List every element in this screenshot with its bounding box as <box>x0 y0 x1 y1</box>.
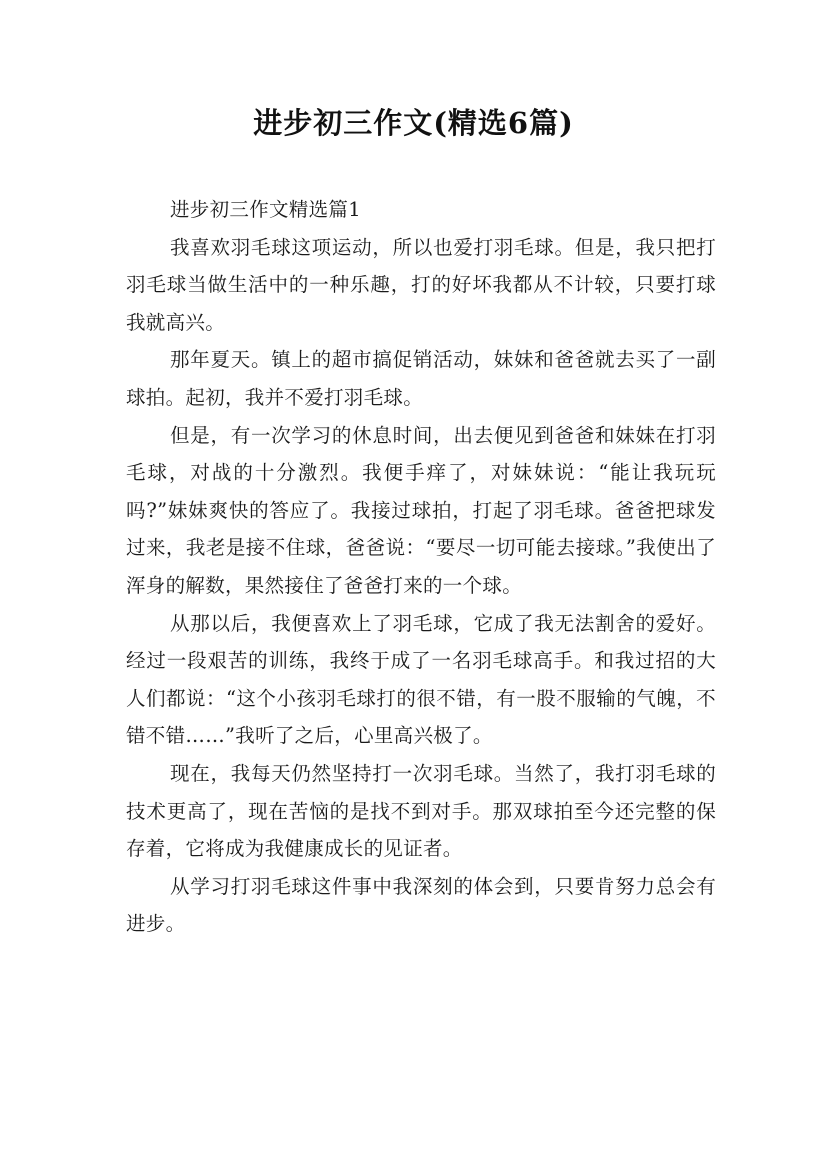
paragraph-6: 从学习打羽毛球这件事中我深刻的体会到，只要肯努力总会有进步。 <box>126 874 716 936</box>
paragraph-5: 现在，我每天仍然坚持打一次羽毛球。当然了，我打羽毛球的技术更高了，现在苦恼的是找不到对手。那双球拍至今还完整的保存着，它将成为我健康成长的见证者。 <box>126 761 716 861</box>
paragraph-3: 但是，有一次学习的休息时间，出去便见到爸爸和妹妹在打羽毛球，对战的十分激烈。我便手痒了，对妹妹说：“能让我玩玩吗?”妹妹爽快的答应了。我接过球拍，打起了羽毛球。爸爸把球发过来，我老是接不住球，爸爸说：“要尽一切可能去接球。”我使出了浑身的解数，果然接住了爸爸打来的一个球。 <box>126 423 716 597</box>
section-heading: 进步初三作文精选篇1 <box>170 198 361 221</box>
document-title: 进步初三作文(精选6篇) <box>253 106 574 140</box>
paragraph-2: 那年夏天。镇上的超市搞促销活动，妹妹和爸爸就去买了一副球拍。起初，我并不爱打羽毛球。 <box>126 348 716 409</box>
paragraph-4: 从那以后，我便喜欢上了羽毛球，它成了我无法割舍的爱好。经过一段艰苦的训练，我终于成了一名羽毛球高手。和我过招的大人们都说：“这个小孩羽毛球打的很不错，有一股不服输的气魄，不错不错……”我听了之后，心里高兴极了。 <box>126 611 716 748</box>
document-body <box>126 191 716 943</box>
paragraph-1: 我喜欢羽毛球这项运动，所以也爱打羽毛球。但是，我只把打羽毛球当做生活中的一种乐趣，打的好坏我都从不计较，只要打球我就高兴。 <box>126 235 716 334</box>
